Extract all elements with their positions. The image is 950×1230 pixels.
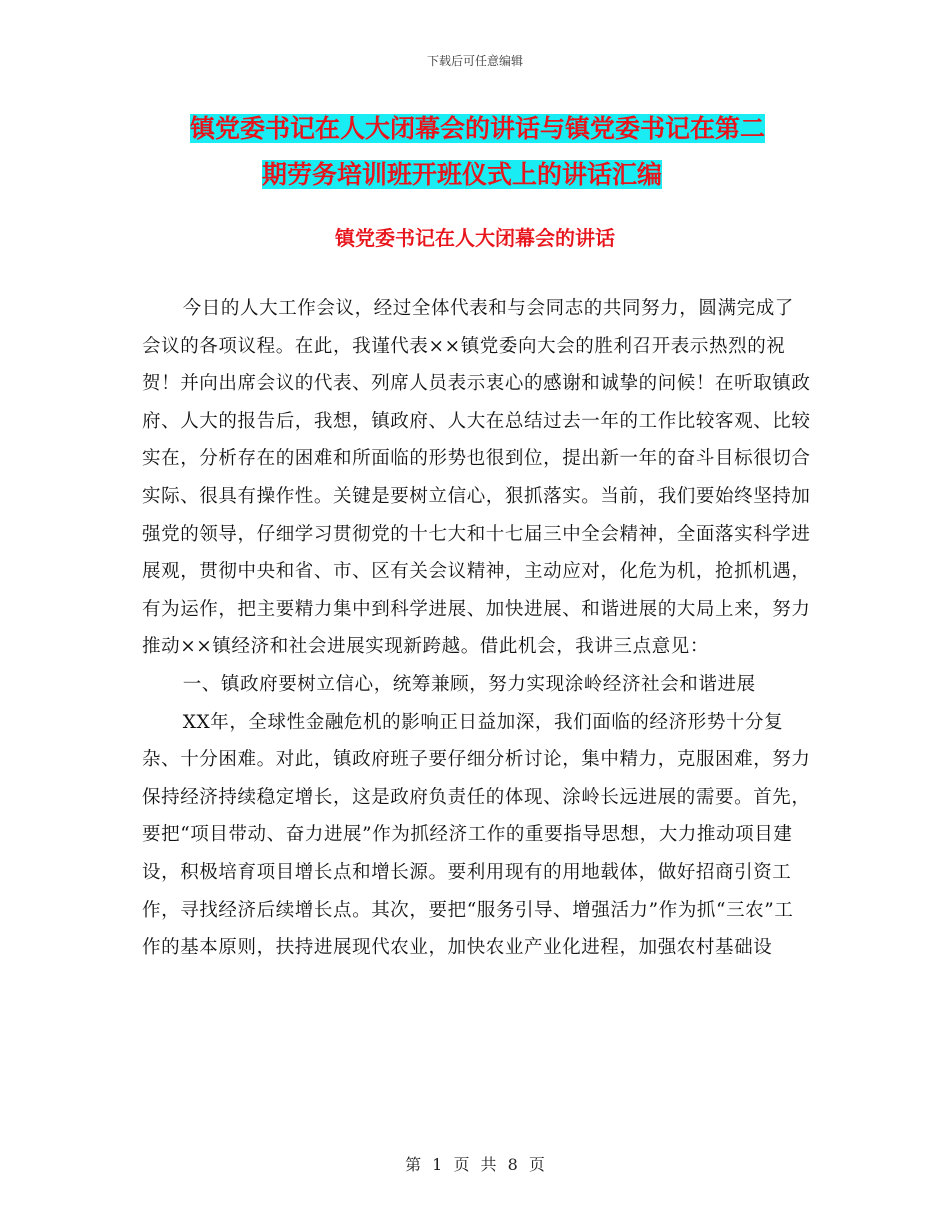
page-header-note: 下载后可任意编辑 [426,54,523,68]
document-title-line2: 期劳务培训班开班仪式上的讲话汇编 [262,160,663,189]
document-title-line1: 镇党委书记在人大闭幕会的讲话与镇党委书记在第二 [190,114,766,143]
paragraph: 今日的人大工作会议，经过全体代表和与会同志的共同努力，圆满完成了会议的各项议程。在此，我谨代表××镇党委向大会的胜利召开表示热烈的祝贺！并向出席会议的代表、列席人员表示衷心的感谢和诚挚的问候！在听取镇政府、人大的报告后，我想，镇政府、人大在总结过去一年的工作比较客观、比较实在，分析存在的困难和所面临的形势也很到位，提出新一年的奋斗目标很切合实际、很具有操作性。关键是要树立信心，狠抓落实。当前，我们要始终坚持加强党的领导，仔细学习贯彻党的十七大和十七届三中全会精神，全面落实科学进展观，贯彻中央和省、市、区有关会议精神，主动应对，化危为机，抢抓机遇，有为运作，把主要精力集中到科学进展、加快进展、和谐进展的大局上来，努力推动××镇经济和社会进展实现新跨越。借此机会，我讲三点意见： [142,298,811,658]
document-title [190,106,810,198]
section-title: 镇党委书记在人大闭幕会的讲话 [335,226,615,250]
page-footer: 第 1 页 共 8 页 [405,1155,545,1174]
document-body [142,290,812,967]
paragraph-heading: 一、镇政府要树立信心，统筹兼顾，努力实现涂岭经济社会和谐进展 [182,673,756,695]
paragraph: XX年，全球性金融危机的影响正日益加深，我们面临的经济形势十分复杂、十分困难。对此，镇政府班子要仔细分析讨论，集中精力，克服困难，努力保持经济持续稳定增长，这是政府负责任的体现、涂岭长远进展的需要。首先，要把“项目带动、奋力进展”作为抓经济工作的重要指导思想，大力推动项目建设，积极培育项目增长点和增长源。要利用现有的用地载体，做好招商引资工作，寻找经济后续增长点。其次，要把“服务引导、增强活力”作为抓“三农”工作的基本原则，扶持进展现代农业，加快农业产业化进程，加强农村基础设 [142,711,811,959]
